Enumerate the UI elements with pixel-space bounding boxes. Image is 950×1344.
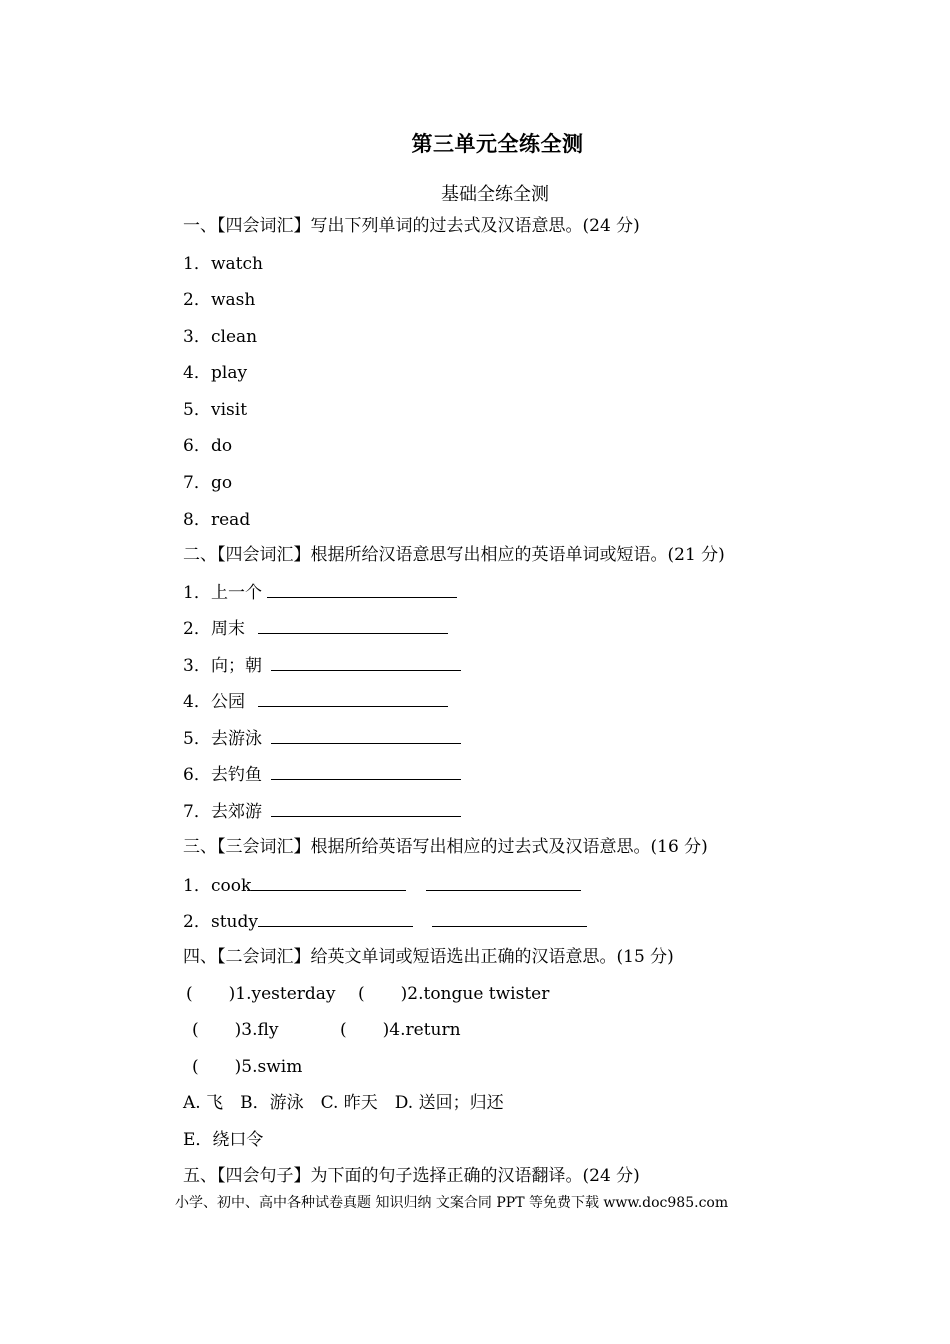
section1-item xyxy=(183,362,247,384)
section4-row xyxy=(192,1056,302,1078)
answer-blank[interactable] xyxy=(271,727,461,744)
section1-item xyxy=(183,509,250,531)
item-word: watch xyxy=(211,254,263,274)
choice-item: )5.swim xyxy=(234,1057,303,1077)
item-number: 4． xyxy=(183,692,211,712)
item-word: 去郊游 xyxy=(211,802,262,822)
answer-paren[interactable]: ( xyxy=(340,1020,347,1040)
past-tense-blank[interactable] xyxy=(251,874,406,891)
item-word: 向；朝 xyxy=(211,656,262,676)
section2-item xyxy=(183,581,457,604)
answer-paren[interactable]: ( xyxy=(358,984,365,1004)
section3-item xyxy=(183,874,581,897)
section4-options: A. 飞 B．游泳 C. 昨天 D. 送回；归还 xyxy=(183,1093,504,1113)
item-word: 公园 xyxy=(211,692,245,712)
answer-paren[interactable]: ( xyxy=(186,984,193,1004)
choice-item: )4.return xyxy=(382,1020,461,1040)
item-word: go xyxy=(211,473,233,493)
meaning-blank[interactable] xyxy=(432,910,587,927)
section2-item xyxy=(183,727,461,750)
item-word: study xyxy=(211,912,258,932)
page-footer: 小学、初中、高中各种试卷真题 知识归纳 文案合同 PPT 等免费下载 www.doc985.com xyxy=(175,1195,729,1211)
section5-heading-text: 五、【四会句子】为下面的句子选择正确的汉语翻译。 xyxy=(183,1166,583,1186)
section2-heading xyxy=(183,544,725,566)
item-number: 3． xyxy=(183,656,211,676)
section4-heading-text: 四、【二会词汇】给英文单词或短语选出正确的汉语意思。 xyxy=(183,947,617,967)
section1-heading-text: 一、【四会词汇】写出下列单词的过去式及汉语意思。 xyxy=(183,216,583,236)
answer-paren[interactable]: ( xyxy=(192,1020,199,1040)
page-title: 第三单元全练全测 xyxy=(411,132,584,156)
item-number: 1． xyxy=(183,254,211,274)
section3-item xyxy=(183,910,587,933)
answer-blank[interactable] xyxy=(258,617,448,634)
section4-row xyxy=(358,983,549,1005)
section2-heading-text: 二、【四会词汇】根据所给汉语意思写出相应的英语单词或短语。 xyxy=(183,545,668,565)
section1-item xyxy=(183,472,232,494)
item-number: 7． xyxy=(183,802,211,822)
item-word: 上一个 xyxy=(211,583,262,603)
section2-item xyxy=(183,617,448,640)
item-number: 6． xyxy=(183,436,211,456)
answer-blank[interactable] xyxy=(271,800,461,817)
section1-item xyxy=(183,326,257,348)
answer-blank[interactable] xyxy=(271,763,461,780)
choice-item: )1.yesterday xyxy=(228,984,336,1004)
section1-item xyxy=(183,435,232,457)
section1-item xyxy=(183,399,247,421)
section1-item xyxy=(183,253,263,275)
choice-item: )3.fly xyxy=(234,1020,279,1040)
item-word: cook xyxy=(211,876,252,896)
item-number: 2． xyxy=(183,912,211,932)
section3-heading xyxy=(183,836,708,858)
item-word: wash xyxy=(211,290,256,310)
section2-item xyxy=(183,690,448,713)
meaning-blank[interactable] xyxy=(426,874,581,891)
section1-item xyxy=(183,289,255,311)
section2-score: (21 分) xyxy=(667,545,725,565)
item-number: 5． xyxy=(183,729,211,749)
section5-heading xyxy=(183,1165,640,1187)
item-number: 6． xyxy=(183,765,211,785)
item-word: play xyxy=(211,363,248,383)
section3-heading-text: 三、【三会词汇】根据所给英语写出相应的过去式及汉语意思。 xyxy=(183,837,651,857)
past-tense-blank[interactable] xyxy=(258,910,413,927)
item-number: 3． xyxy=(183,327,211,347)
item-number: 1． xyxy=(183,876,211,896)
item-number: 1． xyxy=(183,583,211,603)
item-number: 5． xyxy=(183,400,211,420)
section5-score: (24 分) xyxy=(582,1166,640,1186)
answer-blank[interactable] xyxy=(258,690,448,707)
section2-item xyxy=(183,763,461,786)
answer-blank[interactable] xyxy=(271,654,461,671)
section4-heading xyxy=(183,946,674,968)
section1-heading xyxy=(183,215,640,237)
item-number: 2． xyxy=(183,290,211,310)
item-word: 去钓鱼 xyxy=(211,765,262,785)
item-word: do xyxy=(211,436,233,456)
section4-row xyxy=(340,1019,461,1041)
item-word: 去游泳 xyxy=(211,729,262,749)
section3-score: (16 分) xyxy=(650,837,708,857)
section2-item xyxy=(183,654,461,677)
item-word: visit xyxy=(211,400,248,420)
section4-score: (15 分) xyxy=(616,947,674,967)
item-word: read xyxy=(211,510,251,530)
choice-item: )2.tongue twister xyxy=(400,984,550,1004)
section1-score: (24 分) xyxy=(582,216,640,236)
answer-paren[interactable]: ( xyxy=(192,1057,199,1077)
section2-item xyxy=(183,800,461,823)
item-word: clean xyxy=(211,327,258,347)
item-number: 2． xyxy=(183,619,211,639)
answer-blank[interactable] xyxy=(267,581,457,598)
item-number: 4． xyxy=(183,363,211,383)
section4-row xyxy=(186,983,336,1005)
item-word: 周末 xyxy=(211,619,245,639)
section4-options: E．绕口令 xyxy=(183,1130,264,1150)
page-subtitle: 基础全练全测 xyxy=(441,184,549,205)
item-number: 8． xyxy=(183,510,211,530)
item-number: 7． xyxy=(183,473,211,493)
section4-row xyxy=(192,1019,278,1041)
